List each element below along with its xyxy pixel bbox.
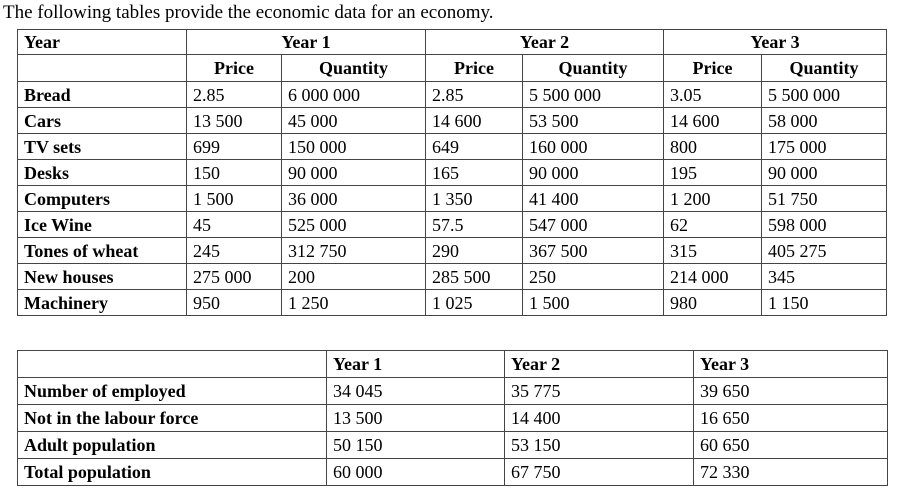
table-cell: 1 500 bbox=[187, 186, 282, 212]
table-cell: 1 250 bbox=[282, 290, 426, 316]
table-cell: 175 000 bbox=[762, 134, 887, 160]
intro-text: The following tables provide the economic data for an economy. bbox=[3, 2, 494, 23]
table-cell: 6 000 000 bbox=[282, 82, 426, 108]
row-label: Desks bbox=[18, 160, 187, 186]
table-cell: 5 500 000 bbox=[762, 82, 887, 108]
table-cell: 60 650 bbox=[694, 432, 888, 459]
row-label: Not in the labour force bbox=[18, 405, 327, 432]
column-subheader: Quantity bbox=[762, 55, 887, 82]
row-label: New houses bbox=[18, 264, 187, 290]
column-subheader: Price bbox=[187, 55, 282, 82]
table-cell: 41 400 bbox=[523, 186, 664, 212]
table-cell: 2.85 bbox=[187, 82, 282, 108]
year-header: Year 1 bbox=[187, 30, 426, 55]
table-cell: 1 350 bbox=[426, 186, 523, 212]
subheader-row bbox=[18, 55, 887, 82]
row-label: Bread bbox=[18, 82, 187, 108]
table-cell: 547 000 bbox=[523, 212, 664, 238]
table-row bbox=[18, 459, 888, 486]
row-label: Machinery bbox=[18, 290, 187, 316]
row-label: Computers bbox=[18, 186, 187, 212]
table-cell: 13 500 bbox=[187, 108, 282, 134]
table-cell: 275 000 bbox=[187, 264, 282, 290]
table-cell: 200 bbox=[282, 264, 426, 290]
table-cell: 90 000 bbox=[523, 160, 664, 186]
year-header-row bbox=[18, 351, 888, 378]
table-row bbox=[18, 238, 887, 264]
table-cell: 35 775 bbox=[505, 378, 694, 405]
table-cell: 2.85 bbox=[426, 82, 523, 108]
table-cell: 62 bbox=[664, 212, 762, 238]
row-label: Adult population bbox=[18, 432, 327, 459]
table-cell: 150 000 bbox=[282, 134, 426, 160]
table-row bbox=[18, 82, 887, 108]
table-cell: 90 000 bbox=[282, 160, 426, 186]
table-cell: 312 750 bbox=[282, 238, 426, 264]
table-row bbox=[18, 134, 887, 160]
table-cell: 598 000 bbox=[762, 212, 887, 238]
table-cell: 14 600 bbox=[664, 108, 762, 134]
table-cell: 285 500 bbox=[426, 264, 523, 290]
table-row bbox=[18, 108, 887, 134]
table-cell: 195 bbox=[664, 160, 762, 186]
table-cell: 1 200 bbox=[664, 186, 762, 212]
table-cell: 405 275 bbox=[762, 238, 887, 264]
column-subheader: Price bbox=[664, 55, 762, 82]
column-subheader: Quantity bbox=[523, 55, 664, 82]
table-cell: 14 600 bbox=[426, 108, 523, 134]
table-row bbox=[18, 264, 887, 290]
population-data-table bbox=[17, 350, 888, 486]
table-row bbox=[18, 432, 888, 459]
table-cell: 50 150 bbox=[327, 432, 505, 459]
table-cell: 13 500 bbox=[327, 405, 505, 432]
table-cell: 39 650 bbox=[694, 378, 888, 405]
table-row bbox=[18, 378, 888, 405]
table-cell: 90 000 bbox=[762, 160, 887, 186]
blank-header-cell bbox=[18, 351, 327, 378]
year-header: Year 2 bbox=[505, 351, 694, 378]
table-cell: 950 bbox=[187, 290, 282, 316]
table-cell: 72 330 bbox=[694, 459, 888, 486]
row-label: TV sets bbox=[18, 134, 187, 160]
blank-header-cell bbox=[18, 55, 187, 82]
row-label: Ice Wine bbox=[18, 212, 187, 238]
corner-header: Year bbox=[18, 30, 187, 55]
table-cell: 16 650 bbox=[694, 405, 888, 432]
table-cell: 315 bbox=[664, 238, 762, 264]
table-cell: 345 bbox=[762, 264, 887, 290]
table-cell: 45 bbox=[187, 212, 282, 238]
product-data-table bbox=[17, 29, 887, 316]
table-cell: 1 500 bbox=[523, 290, 664, 316]
table-cell: 58 000 bbox=[762, 108, 887, 134]
table-cell: 53 150 bbox=[505, 432, 694, 459]
table-cell: 1 150 bbox=[762, 290, 887, 316]
table-cell: 36 000 bbox=[282, 186, 426, 212]
table-cell: 60 000 bbox=[327, 459, 505, 486]
table-cell: 150 bbox=[187, 160, 282, 186]
year-header: Year 1 bbox=[327, 351, 505, 378]
year-header: Year 3 bbox=[694, 351, 888, 378]
row-label: Tones of wheat bbox=[18, 238, 187, 264]
table-cell: 14 400 bbox=[505, 405, 694, 432]
table-cell: 57.5 bbox=[426, 212, 523, 238]
table-cell: 165 bbox=[426, 160, 523, 186]
table-cell: 214 000 bbox=[664, 264, 762, 290]
table-row bbox=[18, 290, 887, 316]
table-cell: 34 045 bbox=[327, 378, 505, 405]
table-cell: 525 000 bbox=[282, 212, 426, 238]
column-subheader: Quantity bbox=[282, 55, 426, 82]
table-cell: 250 bbox=[523, 264, 664, 290]
table-row bbox=[18, 212, 887, 238]
row-label: Cars bbox=[18, 108, 187, 134]
table-row bbox=[18, 405, 888, 432]
table-cell: 980 bbox=[664, 290, 762, 316]
row-label: Total population bbox=[18, 459, 327, 486]
year-header: Year 3 bbox=[664, 30, 887, 55]
year-header-row bbox=[18, 30, 887, 55]
table-cell: 5 500 000 bbox=[523, 82, 664, 108]
table-cell: 45 000 bbox=[282, 108, 426, 134]
table-row bbox=[18, 160, 887, 186]
table-cell: 67 750 bbox=[505, 459, 694, 486]
row-label: Number of employed bbox=[18, 378, 327, 405]
column-subheader: Price bbox=[426, 55, 523, 82]
table-cell: 51 750 bbox=[762, 186, 887, 212]
table-cell: 649 bbox=[426, 134, 523, 160]
year-header: Year 2 bbox=[426, 30, 664, 55]
table-cell: 160 000 bbox=[523, 134, 664, 160]
table-cell: 53 500 bbox=[523, 108, 664, 134]
table-cell: 367 500 bbox=[523, 238, 664, 264]
table-cell: 699 bbox=[187, 134, 282, 160]
table-cell: 1 025 bbox=[426, 290, 523, 316]
table-row bbox=[18, 186, 887, 212]
table-cell: 290 bbox=[426, 238, 523, 264]
table-cell: 800 bbox=[664, 134, 762, 160]
table-cell: 245 bbox=[187, 238, 282, 264]
table-cell: 3.05 bbox=[664, 82, 762, 108]
